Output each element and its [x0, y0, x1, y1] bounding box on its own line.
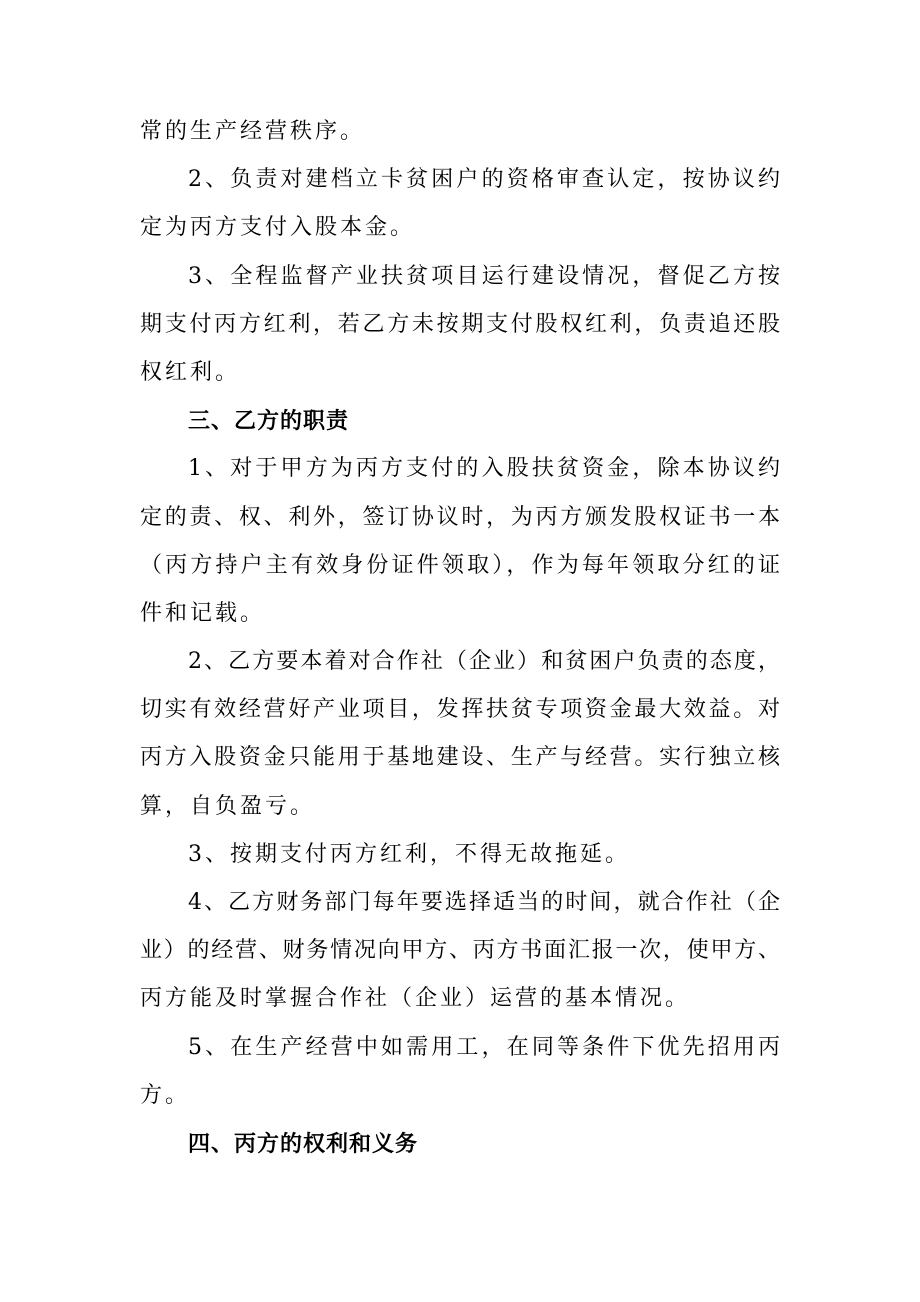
text-line: 件和记载。: [140, 600, 266, 626]
text-line: 丙方入股资金只能用于基地建设、生产与经营。实行独立核: [140, 745, 780, 771]
text-line: 2、负责对建档立卡贫困户的资格审查认定，按协议约: [188, 167, 780, 193]
text-line: 3、按期支付丙方红利，不得无故拖延。: [188, 841, 630, 867]
text-line: 定为丙方支付入股本金。: [140, 215, 416, 241]
text-line: 2、乙方要本着对合作社（企业）和贫困户负责的态度，: [188, 649, 780, 675]
text-line: 权红利。: [140, 359, 241, 385]
text-line: 3、全程监督产业扶贫项目运行建设情况，督促乙方按: [188, 263, 780, 289]
text-line: 丙方能及时掌握合作社（企业）运营的基本情况。: [140, 986, 691, 1012]
section-heading: 三、乙方的职责: [188, 408, 350, 435]
text-line: 期支付丙方红利，若乙方未按期支付股权红利，负责追还股: [140, 311, 780, 337]
text-line: 5、在生产经营中如需用工，在同等条件下优先招用丙: [188, 1034, 780, 1060]
text-line: 业）的经营、财务情况向甲方、丙方书面汇报一次，使甲方、: [140, 938, 780, 964]
text-line: 4、乙方财务部门每年要选择适当的时间，就合作社（企: [188, 890, 780, 915]
text-line: 算，自负盈亏。: [140, 793, 316, 819]
text-line: 1、对于甲方为丙方支付的入股扶贫资金，除本协议约: [188, 456, 780, 482]
text-line: 定的责、权、利外，签订协议时，为丙方颁发股权证书一本: [140, 504, 780, 530]
text-line: 方。: [140, 1082, 191, 1108]
section-heading: 四、丙方的权利和义务: [188, 1130, 419, 1157]
text-line: 常的生产经营秩序。: [140, 119, 366, 144]
text-line: （丙方持户主有效身份证件领取），作为每年领取分红的证: [140, 552, 780, 578]
text-line: 切实有效经营好产业项目，发挥扶贫专项资金最大效益。对: [140, 697, 780, 723]
document-body: [140, 108, 780, 1168]
